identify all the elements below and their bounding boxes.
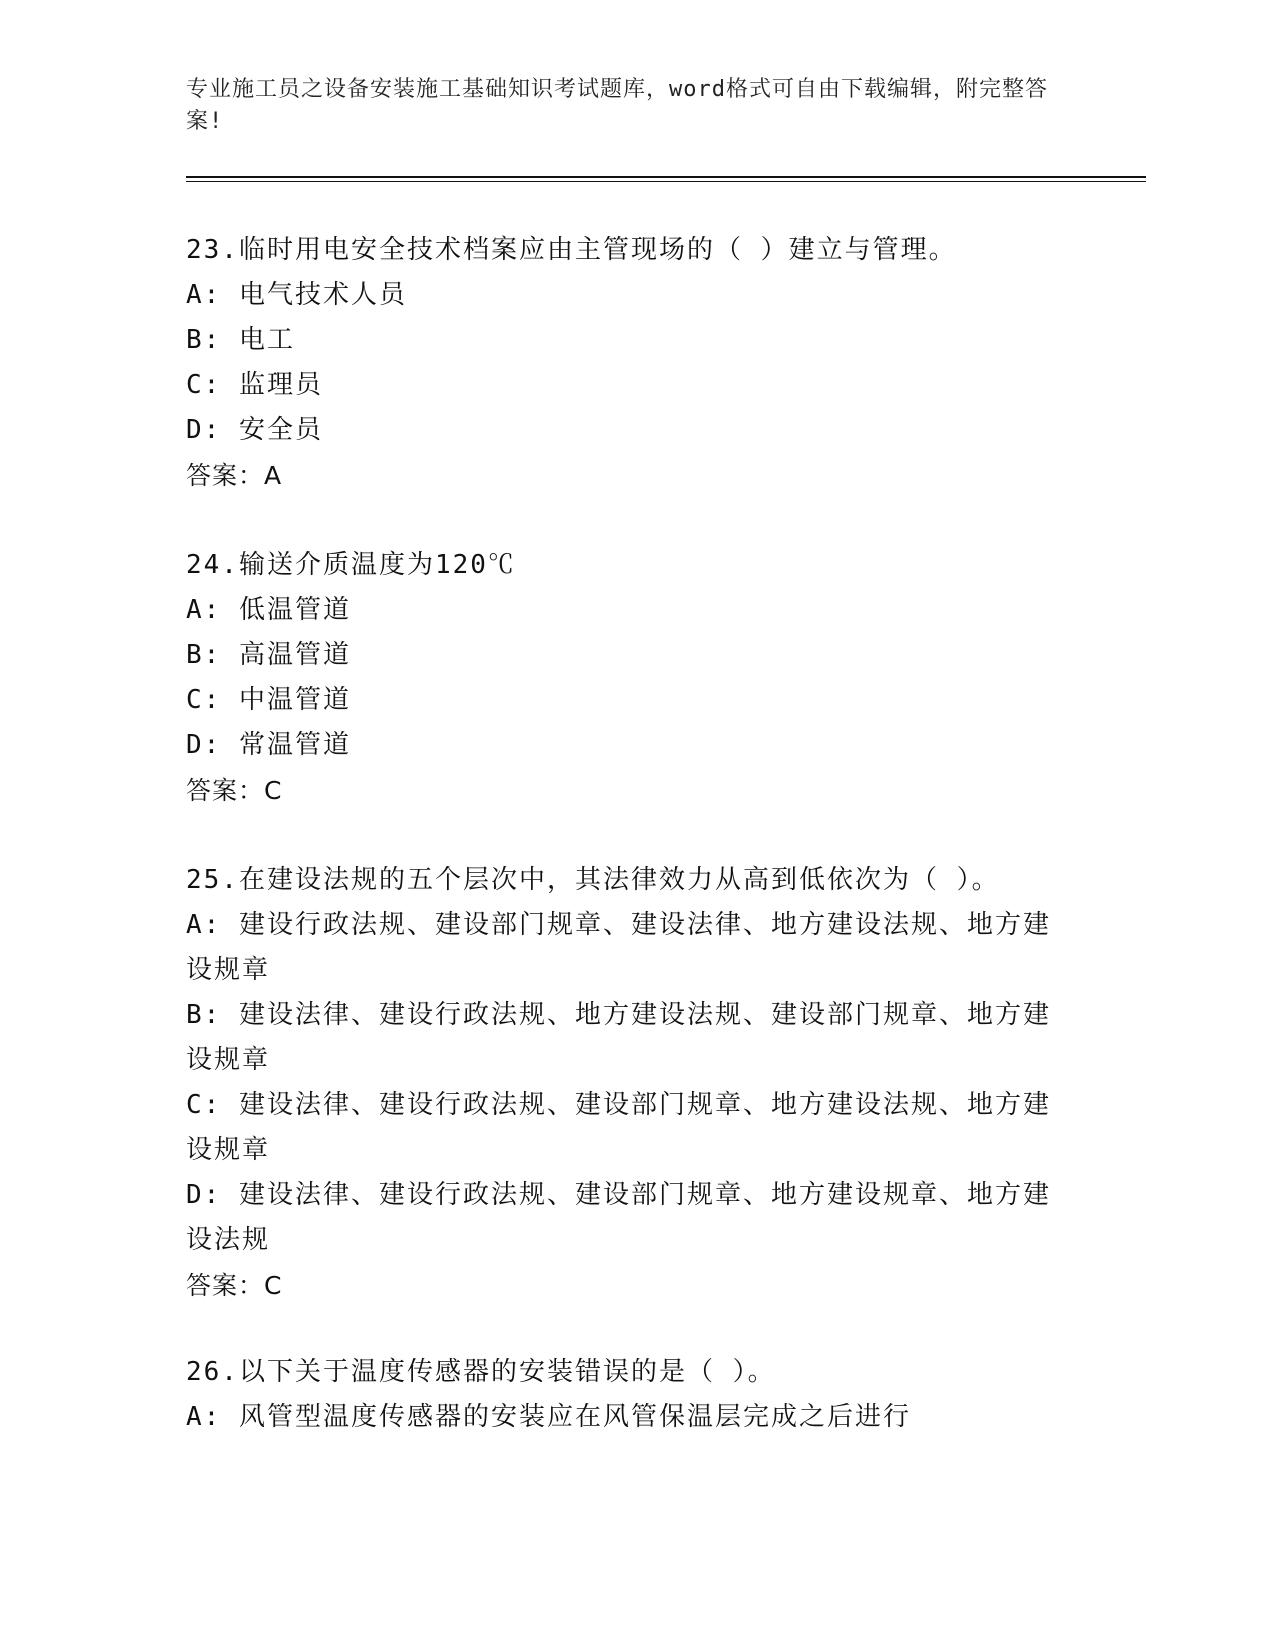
question-24 (186, 543, 1076, 813)
document-header: 专业施工员之设备安装施工基础知识考试题库，word格式可自由下载编辑，附完整答案! (186, 77, 1048, 134)
option-d: D: 安全员 (186, 415, 323, 445)
answer-label: 答案：C (186, 1271, 283, 1300)
option-d: D: 常温管道 (186, 730, 351, 760)
question-stem: 24.输送介质温度为120℃ (186, 550, 516, 580)
option-c: C: 监理员 (186, 370, 323, 400)
option-c: C: 中温管道 (186, 685, 351, 715)
option-d: D: 建设法律、建设行政法规、建设部门规章、地方建设规章、地方建设法规 (186, 1180, 1051, 1255)
question-stem: 23.临时用电安全技术档案应由主管现场的（ ）建立与管理。 (186, 235, 957, 265)
question-stem: 26.以下关于温度传感器的安装错误的是（ ）。 (186, 1357, 776, 1387)
option-a: A: 电气技术人员 (186, 280, 407, 310)
question-stem: 25.在建设法规的五个层次中，其法律效力从高到低依次为（ ）。 (186, 865, 1000, 895)
option-b: B: 电工 (186, 325, 295, 355)
question-23 (186, 228, 1076, 498)
option-c: C: 建设法律、建设行政法规、建设部门规章、地方建设法规、地方建设规章 (186, 1090, 1051, 1165)
header-divider (186, 176, 1146, 182)
option-a: A: 风管型温度传感器的安装应在风管保温层完成之后进行 (186, 1402, 911, 1432)
question-25 (186, 858, 1076, 1308)
option-b: B: 建设法律、建设行政法规、地方建设法规、建设部门规章、地方建设规章 (186, 1000, 1051, 1075)
question-26 (186, 1350, 1076, 1440)
option-a: A: 建设行政法规、建设部门规章、建设法律、地方建设法规、地方建设规章 (186, 910, 1051, 985)
option-a: A: 低温管道 (186, 595, 351, 625)
answer-label: 答案：A (186, 461, 283, 490)
answer-label: 答案：C (186, 776, 283, 805)
option-b: B: 高温管道 (186, 640, 351, 670)
